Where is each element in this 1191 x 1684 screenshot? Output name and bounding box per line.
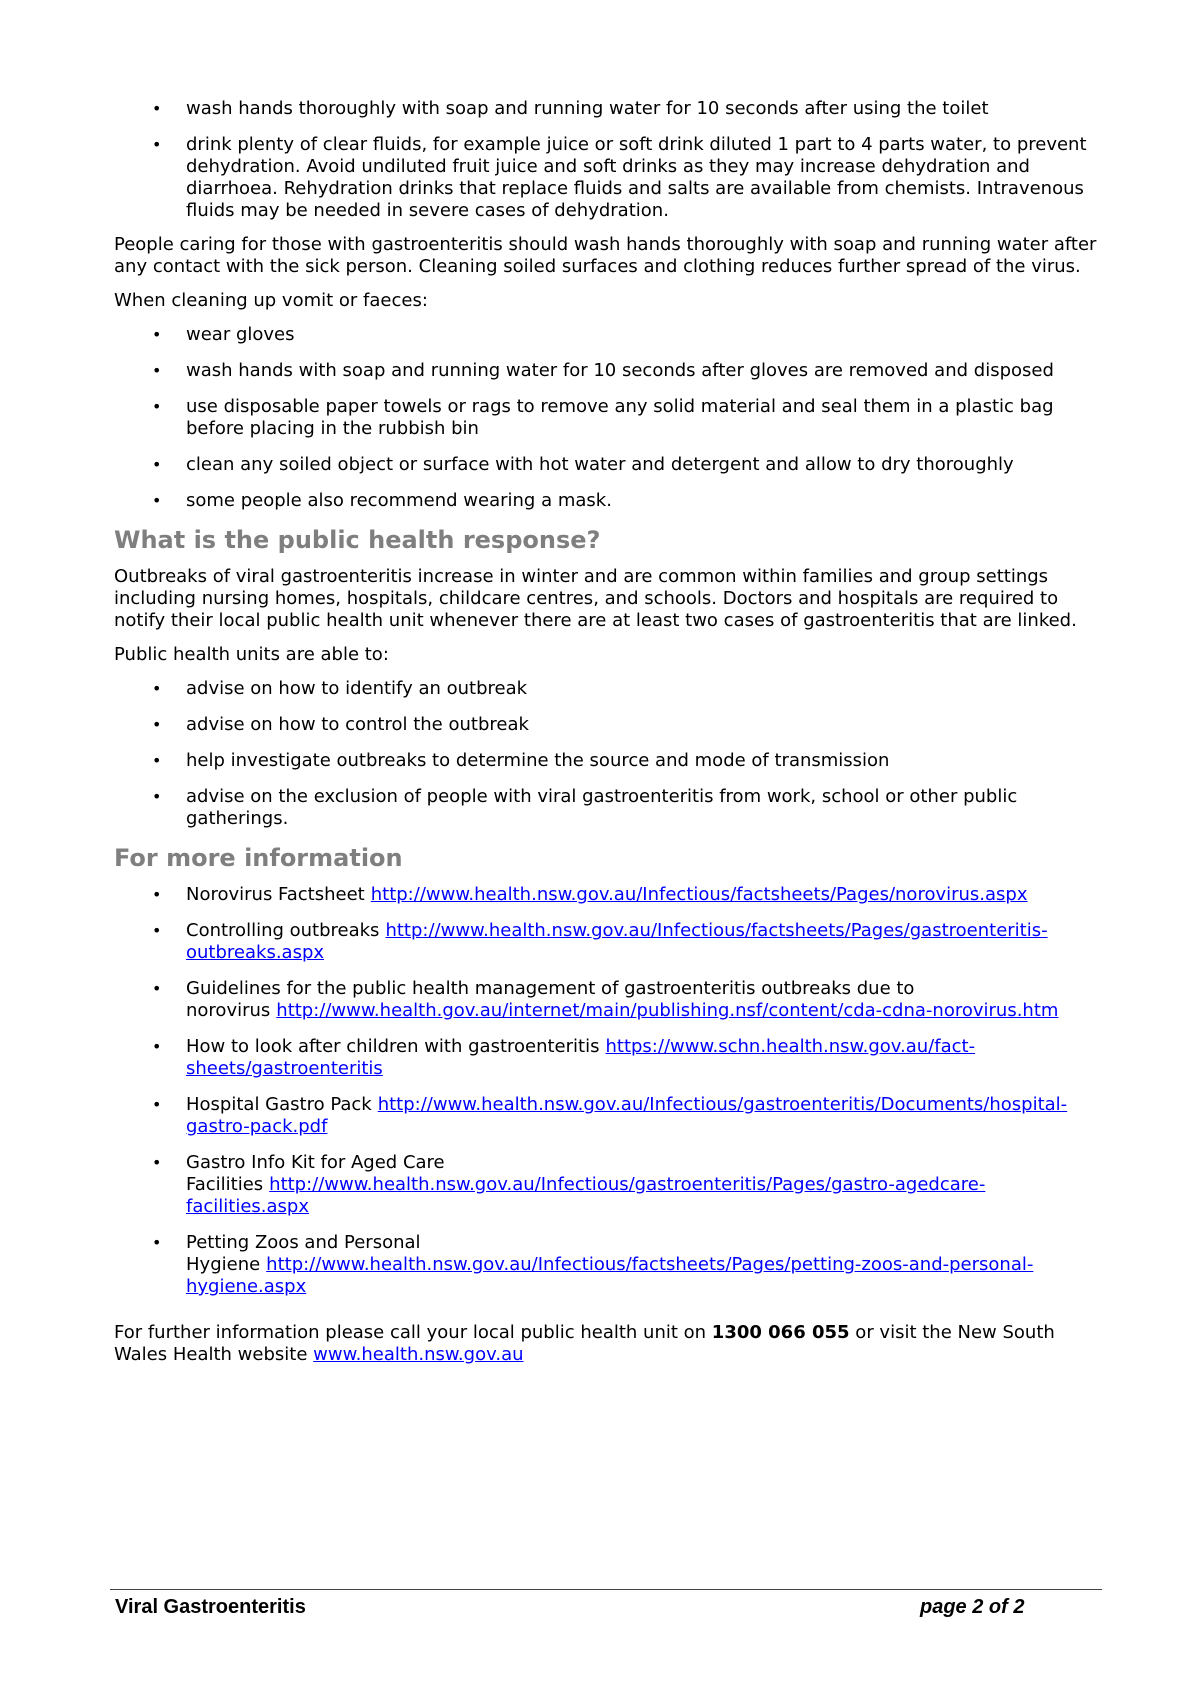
bullet-icon: • [152,679,162,698]
bullet-icon: • [152,99,162,118]
bullet-icon: • [152,715,162,734]
list-item [114,1036,1099,1080]
cleaning-bullet-list [114,324,1099,512]
link-label: Norovirus Factsheet [186,884,365,905]
list-item: • advise on the exclusion of people with viral gastroenteritis from work, school or other public gatherings. [152,786,1018,829]
units-intro: Public health units are able to: [114,644,389,665]
list-item: • clean any soiled object or surface with hot water and detergent and allow to dry thoroughly [152,454,1014,475]
list-item: • use disposable paper towels or rags to remove any solid material and seal them in a plastic bag before placing in the rubbish bin [152,396,1054,439]
bullet-icon: • [152,1037,162,1056]
further-info-paragraph: For further information please call your local public health unit on 1300 066 055 or visit the New South Wales Health website www.health.nsw.gov.au [114,1322,1055,1365]
list-item: • some people also recommend wearing a mask. [152,490,612,511]
link-label: Hospital Gastro Pack [186,1094,372,1115]
bullet-icon: • [152,1233,162,1252]
list-item: • help investigate outbreaks to determine the source and mode of transmission [152,750,890,771]
bullet-icon: • [152,491,162,510]
bullet-icon: • [152,885,162,904]
bullet-icon: • [152,361,162,380]
bullet-icon: • [152,921,162,940]
list-item: • wear gloves [152,324,295,345]
norovirus-factsheet-link[interactable]: http://www.health.nsw.gov.au/Infectious/factsheets/Pages/norovirus.aspx [370,884,1028,905]
list-item [114,1232,1099,1298]
document-body [114,98,1099,1378]
response-heading: What is the public health response? [114,526,601,554]
footer-title: Viral Gastroenteritis [115,1596,306,1618]
list-item [114,920,1099,964]
bullet-icon: • [152,787,162,806]
link-label: Gastro Info Kit for Aged Care Facilities [186,1152,445,1195]
phone-number: 1300 066 055 [711,1322,850,1343]
bullet-icon: • [152,455,162,474]
bullet-icon: • [152,1153,162,1172]
bullet-icon: • [152,1095,162,1114]
list-item: • wash hands with soap and running water for 10 seconds after gloves are removed and disposed [152,360,1054,381]
bullet-icon: • [152,397,162,416]
link-label: Controlling outbreaks [186,920,380,941]
hospital-gastro-pack-link[interactable]: http://www.health.nsw.gov.au/Infectious/gastroenteritis/Documents/hospital-gastro-pack.pdf [186,1094,1068,1137]
response-paragraph: Outbreaks of viral gastroenteritis increase in winter and are common within families and group settings including nursing homes, hospitals, childcare centres, and schools. Doctors and hospitals are required to notify their local public health unit whenever there are at least two cases of gastroenteritis that are linked. [114,566,1077,631]
info-link-list [114,884,1099,1298]
petting-zoos-link[interactable]: http://www.health.nsw.gov.au/Infectious/factsheets/Pages/petting-zoos-and-personal-hygiene.aspx [186,1254,1034,1297]
list-item [114,884,1099,906]
children-gastro-link[interactable]: https://www.schn.health.nsw.gov.au/fact-sheets/gastroenteritis [186,1036,976,1079]
list-item [114,1152,1099,1218]
bullet-icon: • [152,135,162,154]
list-item: • advise on how to control the outbreak [152,714,529,735]
bullet-icon: • [152,751,162,770]
units-bullet-list [114,678,1099,830]
info-heading: For more information [114,844,403,872]
nsw-health-website-link[interactable]: www.health.nsw.gov.au [313,1344,524,1365]
guidelines-link[interactable]: http://www.health.gov.au/internet/main/publishing.nsf/content/cda-cdna-norovirus.htm [276,1000,1059,1021]
page-number: page 2 of 2 [920,1596,1025,1618]
link-label: How to look after children with gastroenteritis [186,1036,600,1057]
top-bullet-list [114,98,1099,222]
caring-paragraph: People caring for those with gastroenteritis should wash hands thoroughly with soap and running water after any contact with the sick person. Cleaning soiled surfaces and clothing reduces further spread of the virus. [114,234,1097,277]
bullet-icon: • [152,325,162,344]
footer-divider [110,1589,1102,1590]
bullet-icon: • [152,979,162,998]
cleaning-intro: When cleaning up vomit or faeces: [114,290,428,311]
controlling-outbreaks-link[interactable]: http://www.health.nsw.gov.au/Infectious/factsheets/Pages/gastroenteritis-outbreaks.aspx [186,920,1048,963]
list-item: • advise on how to identify an outbreak [152,678,528,699]
list-item: • wash hands thoroughly with soap and running water for 10 seconds after using the toilet [152,98,989,119]
list-item [114,978,1099,1022]
aged-care-kit-link[interactable]: http://www.health.nsw.gov.au/Infectious/gastroenteritis/Pages/gastro-agedcare-facilities.aspx [186,1174,986,1217]
list-item [114,1094,1099,1138]
list-item: • drink plenty of clear fluids, for example juice or soft drink diluted 1 part to 4 parts water, to prevent dehydration. Avoid undiluted fruit juice and soft drinks as they may increase dehydration and diarrhoea. Rehydration drinks that replace fluids and salts are available from chemists. Intravenous fluids may be needed in severe cases of dehydration. [152,134,1087,221]
link-label: Petting Zoos and Personal Hygiene [186,1232,421,1275]
link-label: Guidelines for the public health management of gastroenteritis outbreaks due to norovirus [186,978,915,1021]
